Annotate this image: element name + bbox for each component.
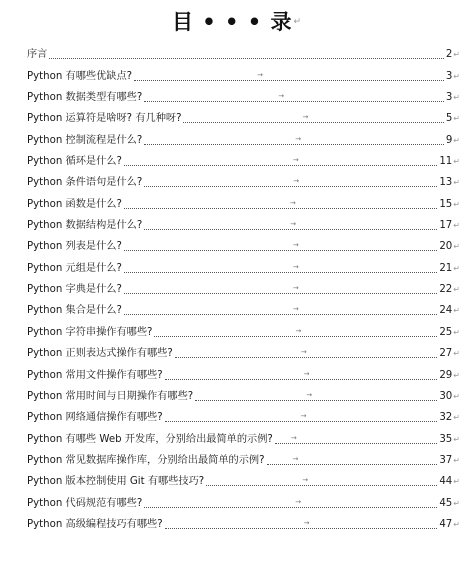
toc-entry[interactable]: [27, 105, 460, 126]
toc-title: [0, 8, 474, 36]
toc-entry-page: 13: [439, 177, 453, 189]
toc-entry-label: Python 常用文件操作有哪些?: [27, 369, 163, 381]
paragraph-mark-icon: ↵: [453, 114, 460, 124]
toc-entry[interactable]: [27, 425, 460, 446]
toc-entry[interactable]: [27, 84, 460, 105]
dot-leader: [124, 156, 437, 166]
toc-entry-label: Python 条件语句是什么?: [27, 177, 143, 189]
paragraph-mark-icon: ↵: [453, 455, 460, 465]
tab-arrow-icon: →: [302, 476, 309, 485]
toc-entry[interactable]: [27, 254, 460, 275]
toc-entry-label: Python 列表是什么?: [27, 241, 122, 253]
toc-entry-label: Python 高级编程技巧有哪些?: [27, 518, 163, 530]
paragraph-mark-icon: ↵: [453, 93, 460, 103]
toc-entry[interactable]: [27, 511, 460, 532]
tab-arrow-icon: →: [295, 134, 302, 143]
dot-leader: [175, 348, 437, 358]
toc-entry-label: Python 有哪些 Web 开发库，分别给出最简单的示例?: [27, 433, 273, 445]
dot-leader: [124, 262, 437, 273]
toc-entry[interactable]: [27, 233, 460, 254]
toc-entry-page: 17: [439, 220, 453, 232]
toc-entry-page: 21: [439, 262, 453, 274]
dot-leader: [183, 113, 443, 123]
dot-leader: [195, 390, 437, 401]
toc-entry-label: Python 函数是什么?: [27, 198, 122, 210]
toc-entry-label: Python 数据类型有哪些?: [27, 92, 143, 104]
paragraph-mark-icon: ↵: [453, 413, 460, 423]
toc-entry-page: 20: [439, 241, 453, 253]
tab-arrow-icon: →: [289, 198, 296, 207]
toc-entry[interactable]: [27, 297, 460, 318]
tab-arrow-icon: →: [292, 454, 299, 463]
toc-entry-label: Python 代码规范有哪些?: [27, 497, 143, 509]
toc-entry[interactable]: [27, 361, 460, 382]
tab-arrow-icon: →: [278, 92, 285, 101]
toc-entry[interactable]: [27, 340, 460, 361]
tab-arrow-icon: →: [292, 156, 299, 165]
toc-entry-page: 3: [445, 92, 453, 104]
toc-entry-page: 24: [439, 305, 453, 317]
toc-entry[interactable]: [27, 383, 460, 404]
toc-entry[interactable]: [27, 489, 460, 510]
toc-entry[interactable]: [27, 468, 460, 489]
tab-arrow-icon: →: [300, 412, 307, 421]
paragraph-mark-icon: ↵: [453, 242, 460, 252]
toc-entry-label: Python 正则表达式操作有哪些?: [27, 348, 173, 360]
paragraph-mark-icon: ↵: [453, 178, 460, 188]
toc-entry-label: Python 控制流程是什么?: [27, 134, 143, 146]
tab-arrow-icon: →: [303, 369, 310, 378]
toc-entry-page: 35: [439, 433, 453, 445]
toc-entry[interactable]: [27, 126, 460, 147]
dot-leader: [144, 497, 437, 508]
toc-entry[interactable]: [27, 404, 460, 425]
toc-entry-label: Python 网络通信操作有哪些?: [27, 412, 163, 424]
dot-leader: [165, 369, 438, 380]
toc-entry-page: 32: [439, 412, 453, 424]
dot-leader: [275, 433, 437, 444]
dot-leader: [144, 92, 444, 102]
toc-entry-page: 25: [439, 326, 453, 338]
toc-entry-label: Python 常用时间与日期操作有哪些?: [27, 390, 194, 402]
dot-leader: [124, 305, 437, 315]
toc-entry-page: 22: [439, 284, 453, 296]
tab-arrow-icon: →: [292, 262, 299, 271]
tab-arrow-icon: →: [295, 497, 302, 506]
tab-arrow-icon: →: [290, 220, 297, 229]
toc-entry[interactable]: [27, 318, 460, 339]
dot-leader: [165, 412, 438, 422]
toc-entry-page: 2: [445, 49, 453, 61]
paragraph-mark-icon: ↵: [453, 157, 460, 167]
paragraph-mark-icon: ↵: [453, 199, 460, 209]
toc-entry-page: 44: [439, 476, 453, 488]
toc-entry[interactable]: [27, 62, 460, 83]
toc-entry-page: 45: [439, 497, 453, 509]
dot-leader: [144, 220, 437, 230]
dot-leader: [124, 241, 437, 251]
toc-entry-label: Python 有哪些优缺点?: [27, 70, 133, 82]
toc-entry-label: Python 循环是什么?: [27, 156, 122, 168]
toc-entry-page: 37: [439, 454, 453, 466]
paragraph-mark-icon: ↵: [453, 349, 460, 359]
toc-entry-page: 47: [439, 518, 453, 530]
tab-arrow-icon: →: [303, 518, 310, 527]
toc-entry-page: 3: [445, 70, 453, 82]
tab-arrow-icon: →: [302, 113, 309, 122]
toc-entry-label: Python 数据结构是什么?: [27, 220, 143, 232]
paragraph-mark-icon: ↵: [453, 221, 460, 231]
toc-entry-label: Python 常见数据库操作库，分别给出最简单的示例?: [27, 454, 265, 466]
toc-entry-page: 5: [445, 113, 453, 125]
paragraph-mark-icon: ↵: [453, 327, 460, 337]
paragraph-mark-icon: ↵: [453, 285, 460, 295]
toc-title-text: 目 • • • 录: [171, 10, 293, 34]
toc-entry-label: Python 版本控制使用 Git 有哪些技巧?: [27, 476, 205, 488]
toc-entry[interactable]: [27, 41, 460, 62]
dot-leader: [165, 518, 438, 529]
tab-arrow-icon: →: [290, 433, 297, 442]
tab-arrow-icon: →: [293, 177, 300, 186]
paragraph-mark-icon: ↵: [453, 498, 460, 508]
toc-entry[interactable]: [27, 276, 460, 297]
paragraph-mark-icon: ↵: [453, 135, 460, 145]
toc-entry-page: 30: [439, 390, 453, 402]
toc-entry[interactable]: [27, 169, 460, 190]
dot-leader: [124, 198, 437, 209]
toc-entry-page: 29: [439, 369, 453, 381]
toc-entry-page: 27: [439, 348, 453, 360]
toc-entry-label: 序言: [27, 49, 48, 61]
toc-entry[interactable]: [27, 212, 460, 233]
toc-entry-page: 9: [445, 134, 453, 146]
toc-entry[interactable]: [27, 148, 460, 169]
dot-leader: [154, 326, 437, 337]
dot-leader: [134, 70, 444, 81]
dot-leader: [144, 134, 444, 145]
tab-arrow-icon: →: [300, 348, 307, 357]
toc-entry-page: 15: [439, 198, 453, 210]
toc-entry[interactable]: [27, 190, 460, 211]
paragraph-mark-icon: ↵: [453, 434, 460, 444]
toc-entry-label: Python 元组是什么?: [27, 262, 122, 274]
toc-entry-label: Python 字典是什么?: [27, 284, 122, 296]
paragraph-mark-icon: ↵: [453, 306, 460, 316]
tab-arrow-icon: →: [292, 241, 299, 250]
paragraph-mark-icon: ↵: [453, 391, 460, 401]
tab-arrow-icon: →: [292, 305, 299, 314]
paragraph-mark-icon: ↵: [453, 263, 460, 273]
paragraph-mark-icon: ↵: [453, 50, 460, 60]
toc-entry-label: Python 字符串操作有哪些?: [27, 326, 153, 338]
dot-leader: [267, 454, 438, 465]
toc-entry-page: 11: [439, 156, 453, 168]
toc-list: [27, 41, 460, 532]
tab-arrow-icon: →: [306, 390, 313, 399]
dot-leader: [206, 476, 437, 486]
paragraph-mark-icon: ↵: [293, 17, 303, 27]
dot-leader: [124, 284, 437, 294]
toc-entry-label: Python 运算符是啥呀? 有几种呀?: [27, 113, 182, 125]
dot-leader: [49, 57, 443, 59]
dot-leader: [144, 177, 437, 187]
paragraph-mark-icon: ↵: [453, 370, 460, 380]
tab-arrow-icon: →: [292, 284, 299, 293]
paragraph-mark-icon: ↵: [453, 519, 460, 529]
tab-arrow-icon: →: [295, 326, 302, 335]
paragraph-mark-icon: ↵: [453, 477, 460, 487]
tab-arrow-icon: →: [257, 70, 263, 79]
toc-entry-label: Python 集合是什么?: [27, 305, 122, 317]
paragraph-mark-icon: ↵: [453, 71, 460, 81]
toc-entry[interactable]: [27, 447, 460, 468]
